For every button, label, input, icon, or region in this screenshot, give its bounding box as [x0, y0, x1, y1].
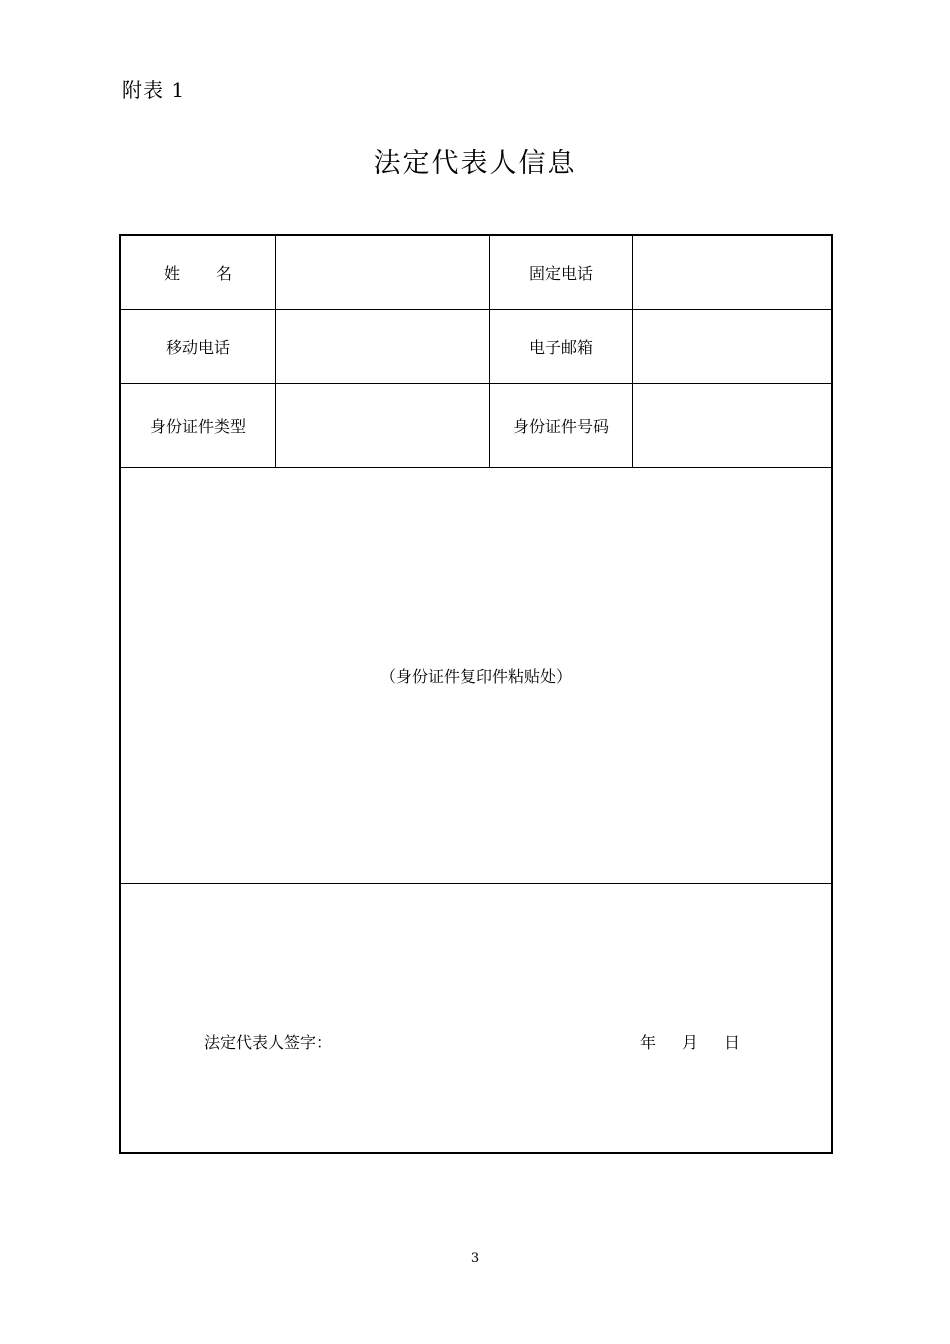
- signature-date: [640, 1032, 740, 1054]
- page-title: 法定代表人信息: [373, 148, 577, 179]
- date-day-label: 日: [724, 1033, 741, 1052]
- mobile-field[interactable]: [276, 310, 490, 383]
- name-label-part2: 名: [216, 264, 233, 283]
- mobile-label: 移动电话: [121, 310, 276, 383]
- id-number-label: 身份证件号码: [490, 384, 633, 467]
- name-label-part1: 姓: [163, 264, 180, 283]
- name-label: [121, 236, 276, 309]
- id-type-label: 身份证件类型: [121, 384, 276, 467]
- landline-field[interactable]: [633, 236, 831, 309]
- date-year-label: 年: [640, 1033, 657, 1052]
- signature-area: [121, 884, 831, 1152]
- page-number: 3: [470, 1251, 480, 1266]
- date-month-label: 月: [682, 1033, 699, 1052]
- landline-label: 固定电话: [490, 236, 633, 309]
- id-copy-area: [121, 468, 831, 884]
- email-label: 电子邮箱: [490, 310, 633, 383]
- email-field[interactable]: [633, 310, 831, 383]
- id-copy-placeholder: （身份证件复印件粘贴处）: [379, 667, 572, 686]
- legal-representative-form: [119, 234, 833, 1154]
- id-type-field[interactable]: [276, 384, 490, 467]
- form-row-name: [121, 236, 831, 310]
- attachment-label: 附表 1: [122, 78, 186, 102]
- form-row-id: [121, 384, 831, 468]
- name-field[interactable]: [276, 236, 490, 309]
- signature-label: 法定代表人签字：: [204, 1033, 333, 1052]
- form-row-mobile: [121, 310, 831, 384]
- id-number-field[interactable]: [633, 384, 831, 467]
